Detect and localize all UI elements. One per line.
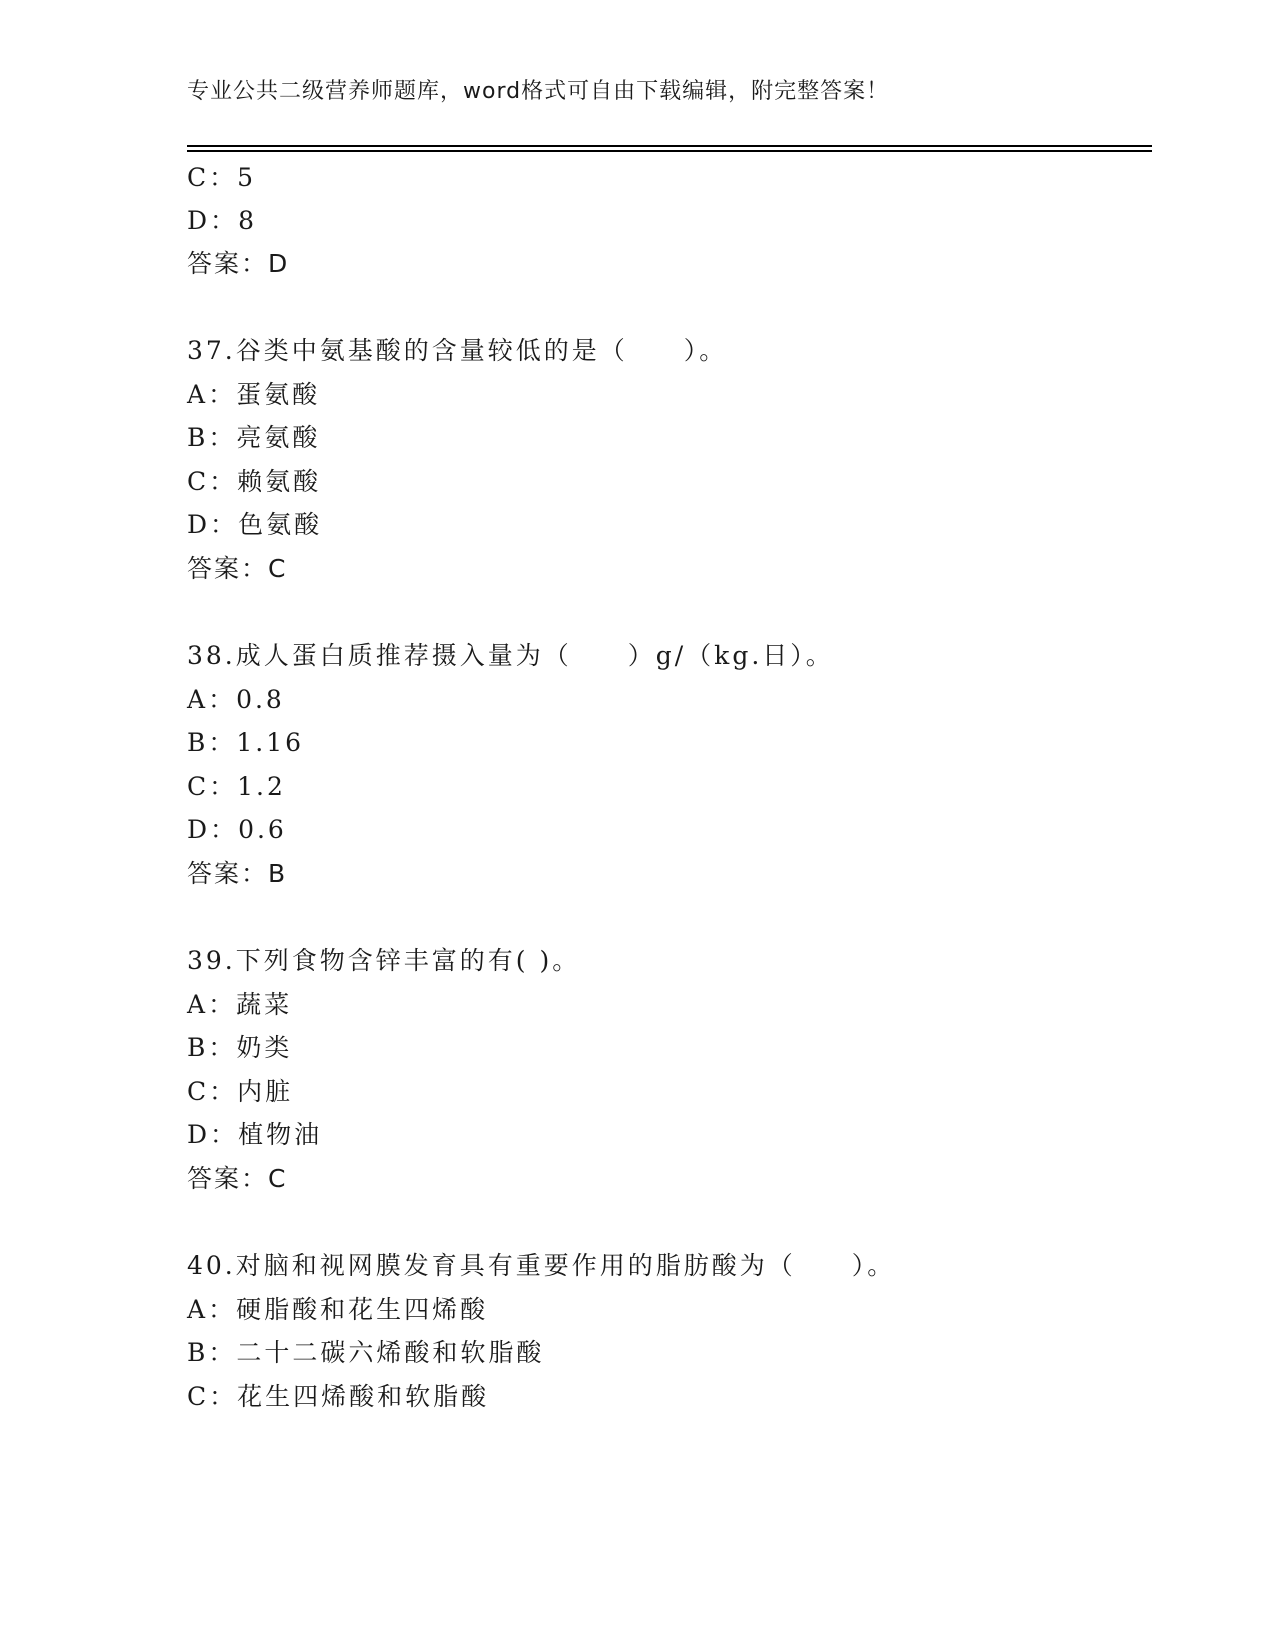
option-line: A：蛋氨酸	[187, 380, 321, 409]
option-text: 0.8	[236, 685, 285, 714]
option-label: A	[187, 1295, 209, 1324]
option-line: D：0.6	[187, 815, 287, 844]
option-text: 硬脂酸和花生四烯酸	[236, 1295, 489, 1324]
option-line: C：赖氨酸	[187, 467, 322, 496]
option-line: A：硬脂酸和花生四烯酸	[187, 1295, 489, 1324]
option-line: B：亮氨酸	[187, 423, 321, 452]
option-label: D	[187, 815, 211, 844]
question-stem: 40.对脑和视网膜发育具有重要作用的脂肪酸为（ ）。	[187, 1251, 896, 1280]
option-label: A	[187, 685, 209, 714]
option-text: 花生四烯酸和软脂酸	[237, 1382, 490, 1411]
option-line: C：5	[187, 163, 257, 192]
option-line: B：1.16	[187, 728, 305, 757]
option-label: B	[187, 1338, 209, 1367]
option-label: D	[187, 510, 211, 539]
option-line: C：花生四烯酸和软脂酸	[187, 1382, 490, 1411]
option-text: 1.2	[237, 772, 286, 801]
option-text: 亮氨酸	[236, 423, 321, 452]
option-text: 赖氨酸	[237, 467, 322, 496]
option-label: B	[187, 423, 209, 452]
option-text: 5	[237, 163, 257, 192]
option-line: D：植物油	[187, 1120, 323, 1149]
option-label: B	[187, 1033, 209, 1062]
option-text: 二十二碳六烯酸和软脂酸	[236, 1338, 545, 1367]
option-line: C：内脏	[187, 1077, 294, 1106]
option-line: B：奶类	[187, 1033, 293, 1062]
option-text: 蛋氨酸	[236, 380, 321, 409]
option-line: B：二十二碳六烯酸和软脂酸	[187, 1338, 545, 1367]
option-label: D	[187, 206, 211, 235]
option-text: 内脏	[237, 1077, 294, 1106]
answer-line: 答案：C	[187, 554, 288, 583]
question-stem: 37.谷类中氨基酸的含量较低的是（ ）。	[187, 336, 728, 365]
answer-line: 答案：D	[187, 249, 290, 278]
option-label: B	[187, 728, 209, 757]
header-rule-top	[187, 145, 1152, 147]
question-stem: 39.下列食物含锌丰富的有( )。	[187, 946, 581, 975]
option-label: C	[187, 467, 210, 496]
option-label: C	[187, 772, 210, 801]
option-label: C	[187, 1382, 210, 1411]
option-label: A	[187, 990, 209, 1019]
header-rule-bottom	[187, 150, 1152, 152]
page-header: 专业公共二级营养师题库，word格式可自由下载编辑，附完整答案！	[187, 79, 890, 104]
option-text: 0.6	[238, 815, 287, 844]
option-text: 8	[238, 206, 257, 235]
option-line: A：0.8	[187, 685, 285, 714]
option-line: C：1.2	[187, 772, 286, 801]
option-line: A：蔬菜	[187, 990, 293, 1019]
option-text: 蔬菜	[236, 990, 293, 1019]
answer-line: 答案：B	[187, 859, 288, 888]
answer-line: 答案：C	[187, 1164, 288, 1193]
option-text: 植物油	[238, 1120, 323, 1149]
option-label: A	[187, 380, 209, 409]
option-text: 奶类	[236, 1033, 293, 1062]
option-label: C	[187, 163, 210, 192]
option-line: D：8	[187, 206, 257, 235]
document-page	[187, 0, 1152, 1650]
option-text: 1.16	[236, 728, 305, 757]
option-line: D：色氨酸	[187, 510, 323, 539]
option-label: C	[187, 1077, 210, 1106]
option-text: 色氨酸	[238, 510, 323, 539]
question-stem: 38.成人蛋白质推荐摄入量为（ ）g/（kg.日）。	[187, 641, 834, 670]
option-label: D	[187, 1120, 211, 1149]
